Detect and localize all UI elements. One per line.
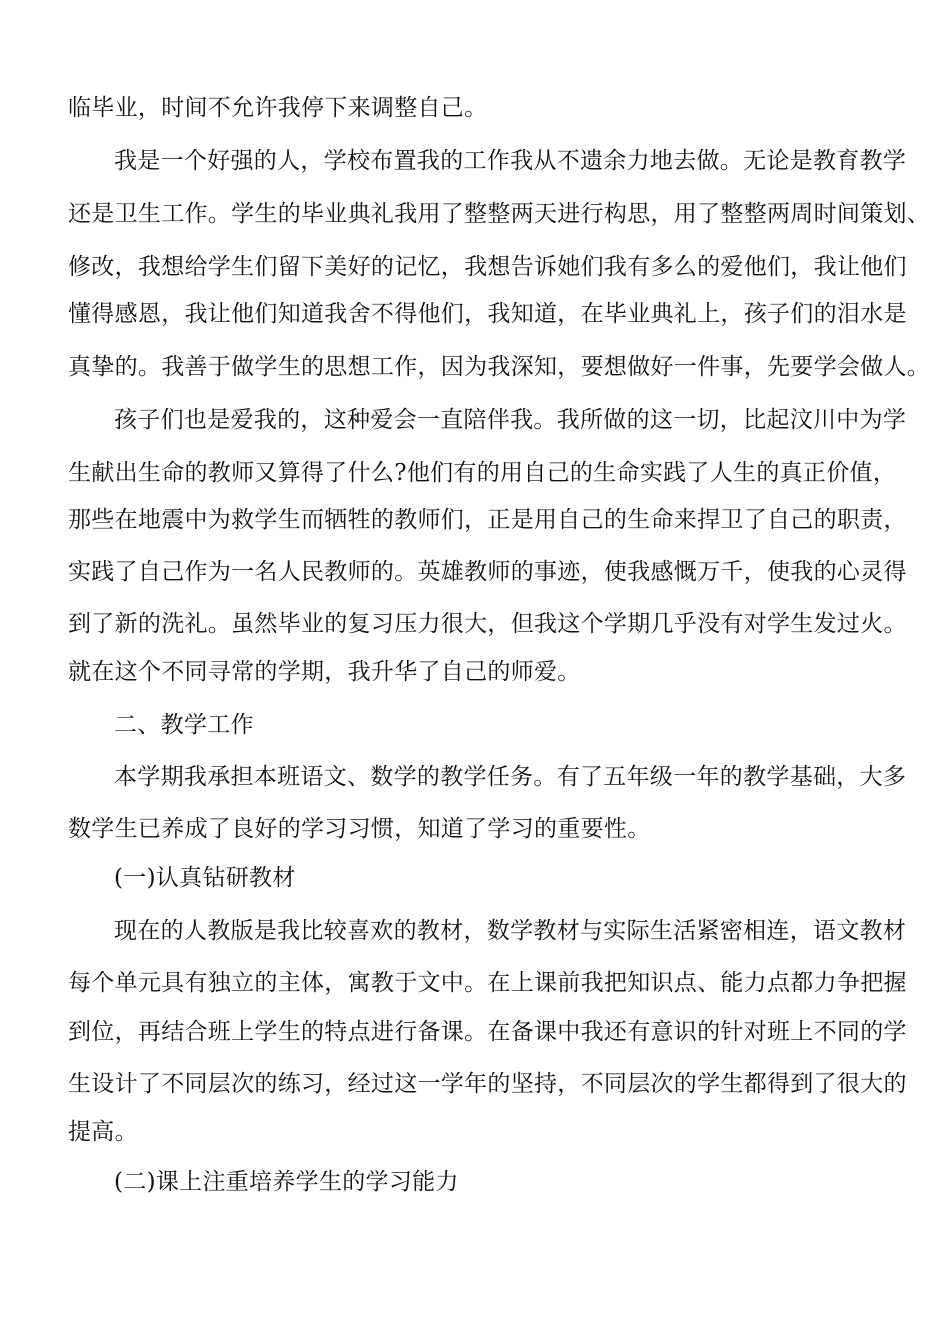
text-line: 临毕业，时间不允许我停下来调整自己。 bbox=[68, 95, 488, 121]
subsection-heading: (一)认真钻研教材 bbox=[114, 865, 296, 891]
text-line: 实践了自己作为一名人民教师的。英雄教师的事迹，使我感慨万千，使我的心灵得 bbox=[68, 559, 907, 585]
text-line: 那些在地震中为救学生而牺牲的教师们，正是用自己的生命来捍卫了自己的职责， bbox=[68, 507, 907, 533]
text-line: 到位，再结合班上学生的特点进行备课。在备课中我还有意识的针对班上不同的学 bbox=[68, 1019, 907, 1045]
text-line: 提高。 bbox=[68, 1119, 138, 1145]
text-line: 数学生已养成了良好的学习习惯，知道了学习的重要性。 bbox=[68, 816, 651, 842]
paragraph-first-line: 我是一个好强的人，学校布置我的工作我从不遗余力地去做。无论是教育教学 bbox=[114, 148, 907, 174]
text-line: 还是卫生工作。学生的毕业典礼我用了整整两天进行构思，用了整整两周时间策划、 bbox=[68, 201, 931, 227]
text-line: 每个单元具有独立的主体，寓教于文中。在上课前我把知识点、能力点都力争把握 bbox=[68, 970, 907, 996]
paragraph-first-line: 孩子们也是爱我的，这种爱会一直陪伴我。我所做的这一切，比起汶川中为学 bbox=[114, 407, 907, 433]
text-line: 就在这个不同寻常的学期，我升华了自己的师爱。 bbox=[68, 659, 581, 685]
text-line: 修改，我想给学生们留下美好的记忆，我想告诉她们我有多么的爱他们，我让他们 bbox=[68, 254, 907, 280]
text-line: 真挚的。我善于做学生的思想工作，因为我深知，要想做好一件事，先要学会做人。 bbox=[68, 354, 931, 380]
text-line: 到了新的洗礼。虽然毕业的复习压力很大，但我这个学期几乎没有对学生发过火。 bbox=[68, 611, 907, 637]
subsection-heading: (二)课上注重培养学生的学习能力 bbox=[114, 1169, 459, 1195]
section-heading: 二、教学工作 bbox=[114, 712, 254, 738]
text-line: 懂得感恩，我让他们知道我舍不得他们，我知道，在毕业典礼上，孩子们的泪水是 bbox=[68, 301, 907, 327]
paragraph-first-line: 本学期我承担本班语文、数学的教学任务。有了五年级一年的教学基础，大多 bbox=[114, 764, 907, 790]
paragraph-first-line: 现在的人教版是我比较喜欢的教材，数学教材与实际生活紧密相连，语文教材 bbox=[114, 918, 907, 944]
text-line: 生设计了不同层次的练习，经过这一学年的坚持，不同层次的学生都得到了很大的 bbox=[68, 1071, 907, 1097]
text-line: 生献出生命的教师又算得了什么?他们有的用自己的生命实践了人生的真正价值， bbox=[68, 460, 897, 486]
